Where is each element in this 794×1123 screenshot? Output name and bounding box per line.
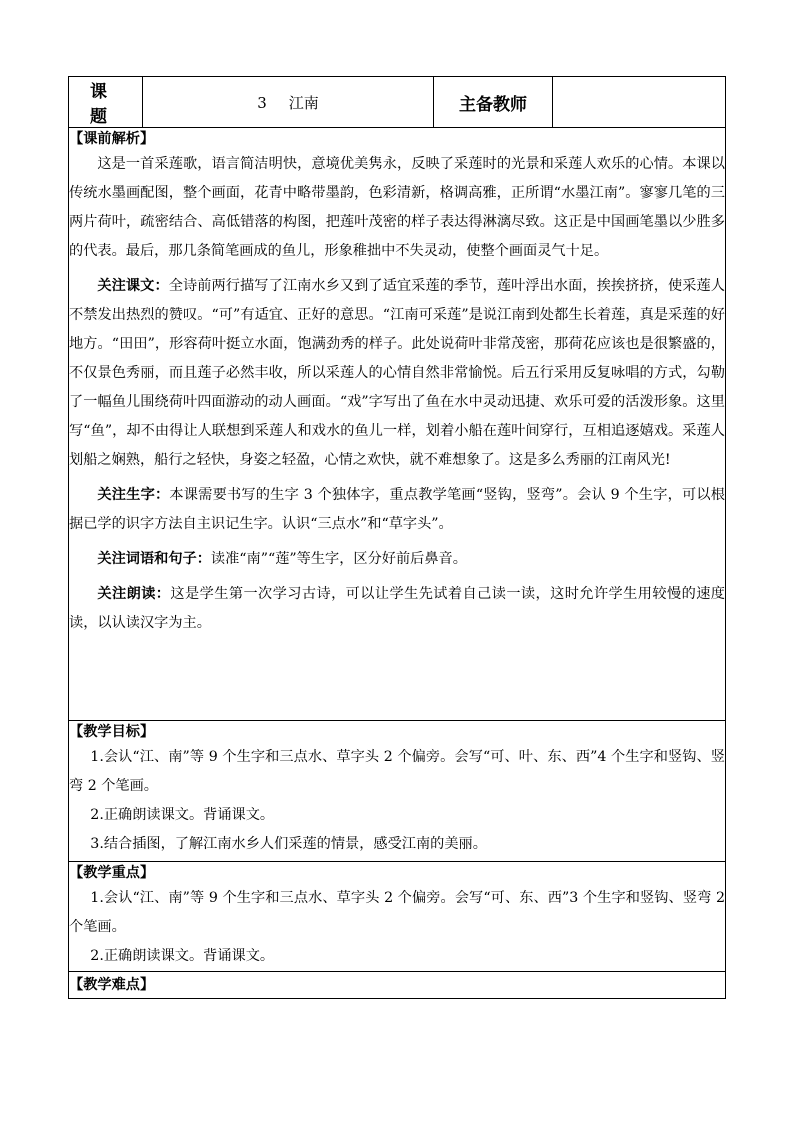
teacher-value [553, 77, 726, 128]
objective-item: 2.正确朗读课文。背诵课文。 [90, 807, 275, 823]
header-row [69, 77, 726, 128]
text-focus-body: 全诗前两行描写了江南水乡又到了适宜采莲的季节，莲叶浮出水面，挨挨挤挤，使采莲人不禁发出热烈的赞叹。“可”有适宜、正好的意思。“江南可采莲”是说江南到处都生长着莲，真是采莲的好地方。“田田”，形容荷叶挺立水面，饱满劲秀的样子。此处说荷叶非常茂密，那荷花应该也是很繁盛的，不仅景色秀丽，而且莲子必然丰收，所以采莲人的心情自然非常愉悦。后五行采用反复咏唱的方式，勾勒了一幅鱼儿围绕荷叶四面游动的动人画面。“戏”字写出了鱼在水中灵动迅捷、欢乐可爱的活泼形象。这里写“鱼”，却不由得让人联想到采莲人和戏水的鱼儿一样，划着小船在莲叶间穿行，互相追逐嬉戏。采莲人划船之娴熟，船行之轻快，身姿之轻盈，心情之欢快，就不难想象了。这是多么秀丽的江南风光! [69, 278, 725, 468]
key-points-row [69, 862, 726, 972]
words-focus-label: 关注词语和句子： [97, 551, 211, 567]
lesson-plan-table [68, 76, 726, 999]
key-points-title: 【教学重点】 [69, 865, 155, 881]
analysis-section [69, 128, 726, 721]
teacher-label: 主备教师 [434, 77, 553, 128]
reading-focus-body: 这是学生第一次学习古诗，可以让学生先试着自己读一读，这时允许学生用较慢的速度读，以认读汉字为主。 [69, 586, 725, 631]
difficulties-section [69, 972, 726, 999]
key-point-item: 1.会认“江、南”等 9 个生字和三点水、草字头 2 个偏旁。会写“可、东、西”3 个生字和竖钩、竖弯 2 个笔画。 [69, 890, 725, 935]
objectives-section [69, 721, 726, 862]
chars-focus-label: 关注生字： [97, 487, 170, 503]
key-point-item: 2.正确朗读课文。背诵课文。 [90, 948, 275, 964]
analysis-chars-paragraph [69, 481, 725, 539]
lesson-title: 江南 [288, 93, 319, 112]
analysis-intro: 这是一首采莲歌，语言简洁明快，意境优美隽永，反映了采莲时的光景和采莲人欢乐的心情。本课以传统水墨画配图，整个画面，花青中略带墨韵，色彩清新，格调高雅，正所谓“水墨江南”。寥寥几笔的三两片荷叶，疏密结合、高低错落的构图，把莲叶茂密的样子表达得淋漓尽致。这正是中国画笔墨以少胜多的代表。最后，那几条简笔画成的鱼儿，形象稚拙中不失灵动，使整个画面灵气十足。 [69, 156, 725, 259]
reading-focus-label: 关注朗读： [97, 586, 171, 602]
analysis-row [69, 128, 726, 721]
lesson-title-cell [143, 77, 434, 128]
objective-item: 1.会认“江、南”等 9 个生字和三点水、草字头 2 个偏旁。会写“可、叶、东、西”4 个生字和竖钩、竖弯 2 个笔画。 [69, 749, 725, 794]
analysis-reading-paragraph [69, 580, 725, 638]
analysis-title: 【课前解析】 [69, 131, 155, 147]
objectives-title: 【教学目标】 [69, 724, 155, 740]
text-focus-label: 关注课文： [97, 278, 169, 294]
chars-focus-body: 本课需要书写的生字 3 个独体字，重点教学笔画“竖钩，竖弯”。会认 9 个生字，可以根据已学的识字方法自主识记生字。认识“三点水”和“草字头”。 [69, 487, 725, 532]
key-points-section [69, 862, 726, 972]
analysis-words-paragraph [69, 545, 725, 574]
objective-item: 3.结合插图，了解江南水乡人们采莲的情景，感受江南的美丽。 [90, 836, 487, 852]
topic-label: 课 题 [69, 77, 143, 128]
difficulties-row [69, 972, 726, 999]
objectives-row [69, 721, 726, 862]
analysis-text-paragraph [69, 272, 725, 475]
difficulties-title: 【教学难点】 [69, 977, 155, 993]
lesson-number: 3 [257, 93, 267, 112]
words-focus-body: 读准“南”“莲”等生字，区分好前后鼻音。 [210, 551, 467, 567]
